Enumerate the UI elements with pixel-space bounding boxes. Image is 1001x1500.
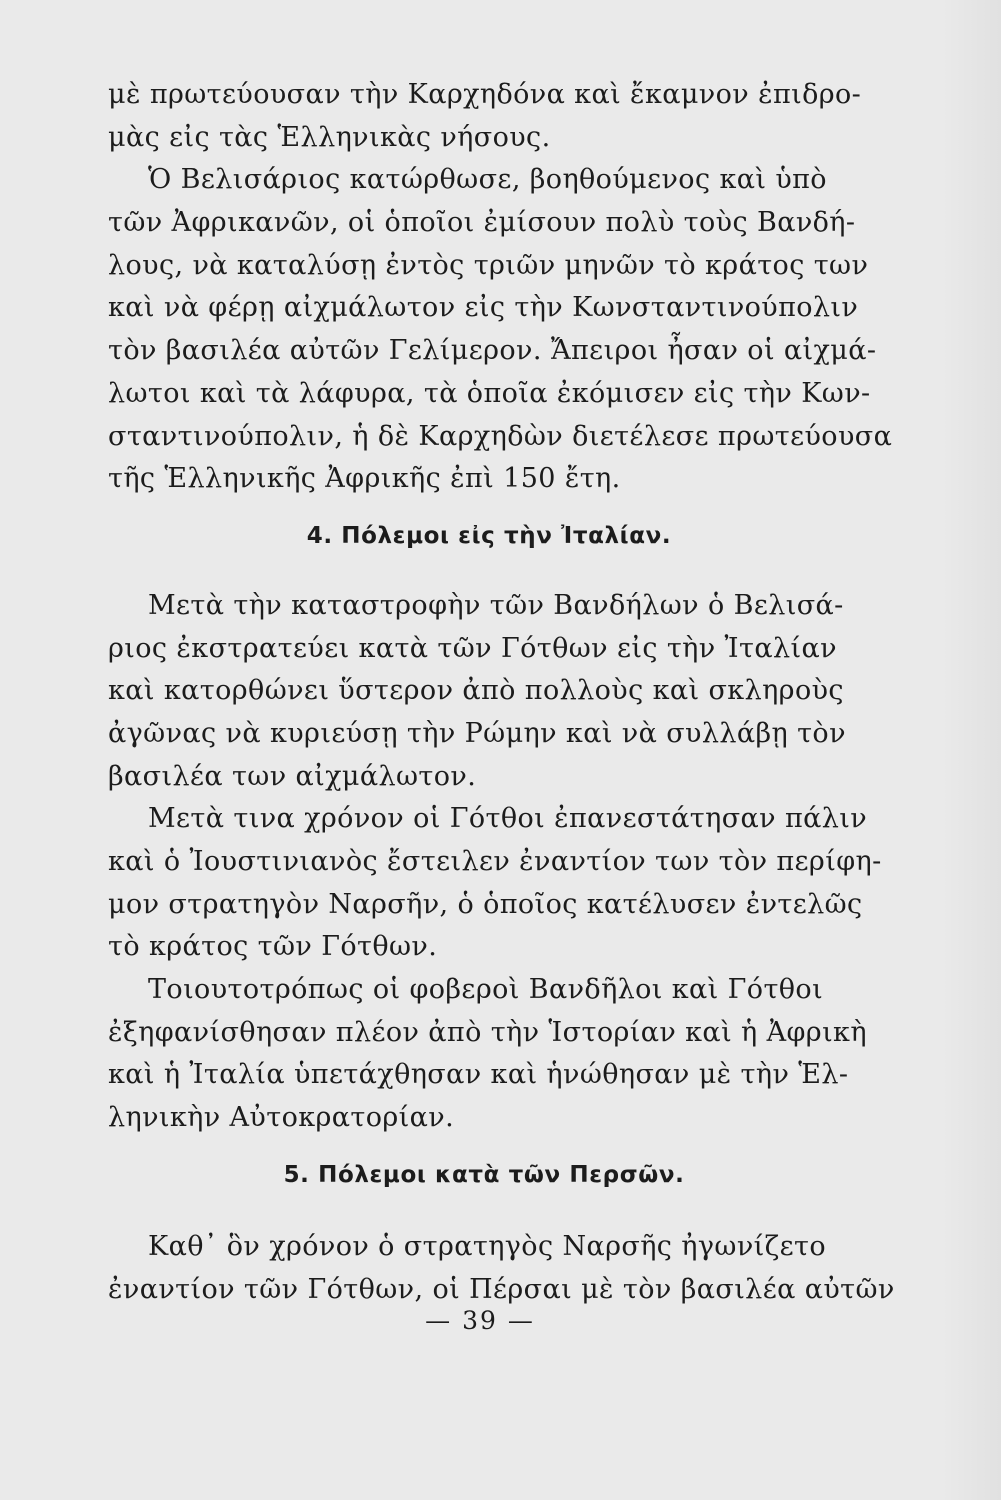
text-line: Μετὰ τὴν καταστροφὴν τῶν Βανδήλων ὁ Βελισά- <box>148 589 844 621</box>
text-line: καὶ κατορθώνει ὕστερον ἀπὸ πολλοὺς καὶ σκληροὺς <box>108 675 844 707</box>
text-line: Μετὰ τινα χρόνον οἱ Γότθοι ἐπανεστάτησαν πάλιν <box>148 803 868 835</box>
text-line: καὶ ὁ Ἰουστινιανὸς ἔστειλεν ἐναντίον των τὸν περίφη- <box>108 846 882 877</box>
section-heading-italy: 4. Πόλεμοι εἰς τὴν Ἰταλίαν. <box>306 522 672 549</box>
text-line: μὲ πρωτεύουσαν τὴν Καρχηδόνα καὶ ἔκαμνον ἐπιδρο- <box>108 79 862 110</box>
text-line: τὸ κράτος τῶν Γότθων. <box>108 931 438 963</box>
text-line: λους, νὰ καταλύσῃ ἐντὸς τριῶν μηνῶν τὸ κράτος των <box>108 249 869 281</box>
text-line: καὶ νὰ φέρῃ αἰχμάλωτον εἰς τὴν Κωνσταντινούπολιν <box>108 292 859 324</box>
text-line: μὰς εἰς τὰς Ἑλληνικὰς νήσους. <box>108 121 551 153</box>
text-line: τὸν βασιλέα αὐτῶν Γελίμερον. Ἄπειροι ἦσαν οἱ αἰχμά- <box>108 335 877 367</box>
text-line: Τοιουτοτρόπως οἱ φοβεροὶ Βανδῆλοι καὶ Γότθοι <box>148 974 824 1006</box>
text-line: ἐξηφανίσθησαν πλέον ἀπὸ τὴν Ἱστορίαν καὶ ἡ Ἀφρικὴ <box>108 1016 867 1048</box>
text-line: ἐναντίον τῶν Γότθων, οἱ Πέρσαι μὲ τὸν βασιλέα αὐτῶν <box>108 1273 895 1305</box>
page-number: — 39 — <box>425 1306 535 1335</box>
text-line: Ὁ Βελισάριος κατώρθωσε, βοηθούμενος καὶ ὑπὸ <box>148 164 827 196</box>
text-line: μον στρατηγὸν Ναρσῆν, ὁ ὁποῖος κατέλυσεν ἐντελῶς <box>108 888 863 920</box>
page-edge-shadow <box>941 0 1001 1500</box>
text-line: Καθ᾽ ὃν χρόνον ὁ στρατηγὸς Ναρσῆς ἠγωνίζετο <box>148 1230 827 1262</box>
text-line: ἀγῶνας νὰ κυριεύσῃ τὴν Ρώμην καὶ νὰ συλλάβῃ τὸν <box>108 717 846 749</box>
text-line: βασιλέα των αἰχμάλωτον. <box>108 760 477 792</box>
text-line: τῶν Ἀφρικανῶν, οἱ ὁποῖοι ἐμίσουν πολὺ τοὺς Βανδή- <box>108 207 856 239</box>
text-line: ληνικὴν Αὐτοκρατορίαν. <box>108 1102 455 1134</box>
text-line: σταντινούπολιν, ἡ δὲ Καρχηδὼν διετέλεσε πρωτεύουσα <box>108 420 893 452</box>
text-line: τῆς Ἑλληνικῆς Ἀφρικῆς ἐπὶ 150 ἔτη. <box>108 463 621 495</box>
text-line: καὶ ἡ Ἰταλία ὑπετάχθησαν καὶ ἡνώθησαν μὲ τὴν Ἑλ- <box>108 1059 849 1091</box>
section-heading-persians: 5. Πόλεμοι κατὰ τῶν Περσῶν. <box>283 1161 685 1188</box>
page-text <box>108 74 895 1311</box>
text-line: ριος ἐκστρατεύει κατὰ τῶν Γότθων εἰς τὴν Ἰταλίαν <box>108 632 837 664</box>
text-line: λωτοι καὶ τὰ λάφυρα, τὰ ὁποῖα ἐκόμισεν εἰς τὴν Κων- <box>108 377 871 409</box>
